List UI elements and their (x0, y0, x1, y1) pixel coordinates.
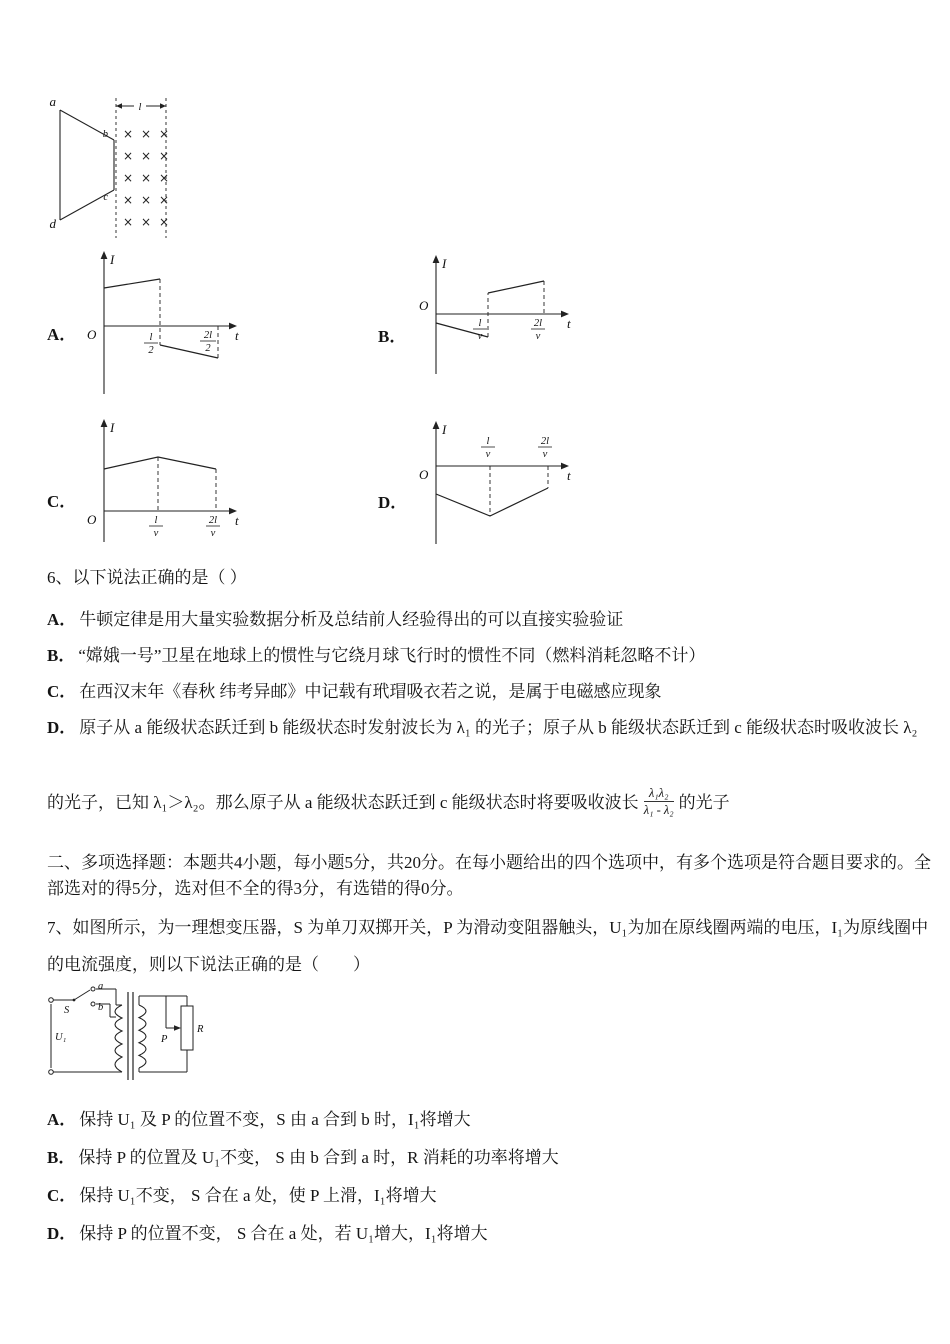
field-into-page-mark: × (140, 193, 152, 207)
graph-b-tick1 (473, 318, 487, 342)
resistor-body (181, 1006, 193, 1050)
field-into-page-mark: × (140, 215, 152, 229)
graph-option-label-b: B． (378, 327, 407, 346)
input-terminal-bottom (49, 1070, 54, 1075)
tick2-numerator: 2l (208, 515, 218, 526)
graph-b-curve (436, 281, 544, 337)
switch-contact-a (91, 987, 95, 991)
q7-option-a-letter: A． (47, 1110, 77, 1129)
graph-c-tick1 (149, 515, 163, 539)
origin-label: O (87, 327, 97, 342)
tick2-denominator: v (535, 331, 541, 342)
tick1-denominator: 2 (148, 345, 154, 356)
field-into-page-mark: × (158, 171, 170, 185)
q7-option-b-letter: B． (47, 1148, 76, 1167)
q6-option-d-letter: D． (47, 718, 77, 737)
q6-option-c (47, 680, 662, 704)
graph-d-tick2 (538, 436, 552, 460)
q6-option-a (47, 608, 623, 632)
graph-d-curve (436, 488, 548, 516)
field-into-page-mark: × (158, 193, 170, 207)
field-into-page-mark: × (122, 215, 134, 229)
graph-a (80, 248, 248, 398)
field-into-page-mark: × (158, 215, 170, 229)
field-region-marks (123, 127, 169, 229)
q6-option-a-letter: A． (47, 610, 77, 629)
field-into-page-mark: × (158, 127, 170, 141)
graph-c-tick2 (206, 515, 220, 539)
section-two-heading: 二、多项选择题：本题共4小题，每小题5分，共20分。在每小题给出的四个选项中，有多个选项是符合题目要求的。全部选对的得5分，选对但不全的得3分，有选错的得0分。 (47, 853, 931, 899)
tick1-numerator: l (478, 318, 482, 329)
primary-voltage-label: U₁ (55, 1032, 67, 1043)
graph-c (80, 416, 248, 551)
y-axis-arrow (101, 419, 108, 427)
graph-d-dashed-guides (490, 466, 548, 516)
q6-wavelength-fraction (644, 786, 674, 818)
graph-option-label-d: D． (378, 493, 408, 512)
graph-a-curve (104, 279, 218, 358)
y-axis-arrow (433, 255, 440, 263)
contact-a-label: a (98, 981, 104, 992)
tick2-denominator: v (210, 528, 216, 539)
switch-label: S (64, 1005, 70, 1016)
q6-option-d-text: 原子从 a 能级状态跃迁到 b 能级状态时发射波长为 λ₁ 的光子；原子从 b 能级状态跃迁到 c 能级状态时吸收波长 λ₂ (79, 718, 918, 737)
primary-coil (115, 1005, 122, 1072)
origin-label: O (419, 298, 429, 313)
field-into-page-mark: × (140, 149, 152, 163)
graph-c-curve (104, 457, 216, 469)
graph-d (412, 418, 580, 553)
q6-option-b-text: “嫦娥一号”卫星在地球上的惯性与它绕月球飞行时的惯性不同（燃料消耗忽略不计） (78, 646, 706, 665)
graph-b (412, 252, 580, 397)
q6-option-b-letter: B． (47, 646, 76, 665)
circuit-wires (51, 989, 187, 1072)
tick2-numerator: 2l (540, 436, 550, 447)
x-axis-label: t (235, 513, 239, 528)
q7-option-c-text: 保持 U₁不变， S 合在 a 处，使 P 上滑，I₁将增大 (79, 1186, 437, 1205)
tick2-denominator: v (542, 449, 548, 460)
y-axis-label: I (442, 256, 447, 271)
field-into-page-mark: × (140, 127, 152, 141)
q7-option-a-text: 保持 U₁ 及 P 的位置不变，S 由 a 合到 b 时，I₁将增大 (79, 1110, 471, 1129)
coil-field-diagram (46, 90, 176, 240)
tick1-numerator: l (149, 332, 153, 343)
slider-label: P (161, 1034, 168, 1045)
q6-option-b (47, 644, 705, 668)
tick1-numerator: l (154, 515, 158, 526)
graph-option-label-a: A． (47, 325, 77, 344)
q6-continuation-after: 的光子 (678, 792, 730, 812)
fraction-denominator: λ₁ - λ₂ (643, 803, 674, 818)
vertex-c-label: c (103, 192, 108, 203)
tick1-denominator: v (477, 331, 483, 342)
q7-option-d-letter: D． (47, 1224, 77, 1243)
switch-contact-b (91, 1002, 95, 1006)
tick2-numerator: 2l (533, 318, 543, 329)
graph-a-axes (104, 256, 232, 394)
tick2-numerator: 2l (203, 330, 213, 341)
x-axis-label: t (567, 468, 571, 483)
contact-b-label: b (98, 1002, 104, 1013)
field-into-page-mark: × (122, 127, 134, 141)
y-axis-arrow (433, 421, 440, 429)
x-axis-label: t (235, 328, 239, 343)
field-into-page-mark: × (158, 149, 170, 163)
origin-label: O (87, 512, 97, 527)
arrowhead-right (160, 103, 166, 109)
arrowhead-left (116, 103, 122, 109)
input-terminal-top (49, 998, 54, 1003)
graph-b-tick2 (531, 318, 545, 342)
fraction-numerator: λ₁λ₂ (644, 786, 674, 802)
tick2-denominator: 2 (205, 343, 211, 354)
q6-option-c-text: 在西汉末年《春秋 纬考异邮》中记载有玳瑁吸衣若之说，是属于电磁感应现象 (79, 682, 662, 701)
y-axis-label: I (110, 420, 115, 435)
switch-pivot (73, 999, 76, 1002)
q7-option-d-text: 保持 P 的位置不变， S 合在 a 处，若 U₁增大，I₁将增大 (79, 1224, 488, 1243)
width-label: l (138, 102, 142, 113)
q6-option-a-text: 牛顿定律是用大量实验数据分析及总结前人经验得出的可以直接实验验证 (79, 610, 624, 629)
graph-a-tick1 (144, 332, 158, 356)
transformer-circuit-diagram (44, 980, 216, 1090)
tick1-numerator: l (486, 436, 490, 447)
width-arrow (116, 102, 166, 113)
question-6-stem: 6、以下说法正确的是（ ） (47, 568, 247, 587)
q7-option-b-text: 保持 P 的位置及 U₁不变， S 由 b 合到 a 时，R 消耗的功率将增大 (78, 1148, 559, 1167)
slider-arrow (174, 1025, 181, 1031)
q6-continuation-before: 的光子，已知 λ₁＞λ₂。那么原子从 a 能级状态跃迁到 c 能级状态时将要吸收波长 (47, 792, 639, 812)
q7-option-c (47, 1184, 437, 1208)
y-axis-label: I (110, 252, 115, 267)
x-axis-label: t (567, 316, 571, 331)
graph-option-label-c: C． (47, 492, 77, 511)
y-axis-label: I (442, 422, 447, 437)
q7-option-c-letter: C． (47, 1186, 77, 1205)
graph-d-tick1 (481, 436, 495, 460)
graph-b-axes (436, 260, 564, 374)
vertex-a-label: a (49, 94, 56, 109)
origin-label: O (419, 467, 429, 482)
secondary-coil (139, 1005, 146, 1068)
coil-trapezoid (60, 110, 114, 220)
field-into-page-mark: × (122, 149, 134, 163)
q6-option-c-letter: C． (47, 682, 77, 701)
resistor-label: R (197, 1024, 204, 1035)
graph-a-tick2 (200, 330, 216, 354)
q6-option-d-continuation (47, 788, 730, 820)
q6-option-d (47, 716, 917, 740)
field-into-page-mark: × (122, 193, 134, 207)
tick1-denominator: v (153, 528, 159, 539)
y-axis-arrow (101, 251, 108, 259)
q7-option-d (47, 1222, 488, 1246)
graph-c-dashed-guides (158, 457, 216, 511)
vertex-d-label: d (49, 216, 56, 231)
vertex-b-label: b (102, 129, 108, 140)
q7-option-a (47, 1108, 471, 1132)
tick1-denominator: v (485, 449, 491, 460)
question-7-stem: 7、如图所示，为一理想变压器，S 为单刀双掷开关，P 为滑动变阻器触头，U₁为加在原线圈两端的电压，I₁为原线圈中的电流强度，则以下说法正确的是（ ） (47, 918, 929, 974)
field-into-page-mark: × (122, 171, 134, 185)
field-into-page-mark: × (140, 171, 152, 185)
q7-option-b (47, 1146, 559, 1170)
